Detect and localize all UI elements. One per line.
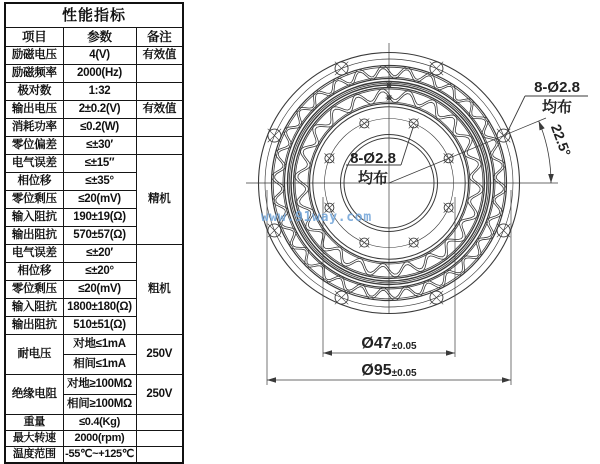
inner-diameter-tolerance: ±0.05 [391, 341, 417, 352]
col-header-remark: 备注 [136, 28, 183, 47]
remark-cell: 精机 [136, 155, 183, 245]
param-cell: 1:32 [63, 83, 136, 101]
item-cell: 相位移 [5, 173, 63, 191]
param-cell: ≤20(mV) [63, 281, 136, 299]
outer-holes-callout-line1: 8-Ø2.8 [534, 79, 580, 96]
remark-cell: 有效值 [136, 47, 183, 65]
item-cell: 输出阻抗 [5, 227, 63, 245]
param-cell: 对地≥100MΩ [63, 375, 136, 395]
col-header-item: 项目 [5, 28, 63, 47]
item-cell: 输入阻抗 [5, 209, 63, 227]
item-cell: 温度范围 [5, 447, 63, 464]
item-cell: 最大转速 [5, 431, 63, 447]
param-cell: 190±19(Ω) [63, 209, 136, 227]
inner-diameter-value: Ø47 [361, 335, 392, 352]
remark-cell: 250V [136, 375, 183, 415]
item-cell: 相位移 [5, 263, 63, 281]
inner-holes-callout-line1: 8-Ø2.8 [350, 150, 396, 167]
param-cell: ≤±20′ [63, 245, 136, 263]
param-cell: 510±51(Ω) [63, 317, 136, 335]
item-cell: 输出电压 [5, 101, 63, 119]
param-cell: 1800±180(Ω) [63, 299, 136, 317]
param-cell: 相间≥100MΩ [63, 395, 136, 415]
outer-holes-callout-line2: 均布 [541, 99, 572, 116]
outer-diameter-tolerance: ±0.05 [391, 368, 417, 379]
inner-holes-callout-line2: 均布 [357, 170, 388, 187]
inner-diameter-dimension [319, 335, 459, 353]
param-cell: 570±57(Ω) [63, 227, 136, 245]
item-cell: 极对数 [5, 83, 63, 101]
col-header-param: 参数 [63, 28, 136, 47]
item-cell: 零位剩压 [5, 281, 63, 299]
param-cell: 4(V) [63, 47, 136, 65]
param-cell: ≤±20° [63, 263, 136, 281]
item-cell: 零位剩压 [5, 191, 63, 209]
item-cell: 励磁频率 [5, 65, 63, 83]
item-cell: 重量 [5, 415, 63, 431]
param-cell: 2000(rpm) [63, 431, 136, 447]
param-cell: ≤20(mV) [63, 191, 136, 209]
item-cell: 零位偏差 [5, 137, 63, 155]
remark-cell: 粗机 [136, 245, 183, 335]
param-cell: 对地≤1mA [63, 335, 136, 355]
item-cell: 消耗功率 [5, 119, 63, 137]
param-cell: ≤±15″ [63, 155, 136, 173]
param-cell: ≤0.2(W) [63, 119, 136, 137]
table-row [5, 447, 183, 464]
param-cell: 相间≤1mA [63, 355, 136, 375]
param-cell: 2±0.2(V) [63, 101, 136, 119]
outer-diameter-value: Ø95 [361, 362, 392, 379]
angle-dimension-label: 22.5° [547, 122, 575, 159]
remark-cell: 250V [136, 335, 183, 375]
table-title: 性能指标 [5, 3, 183, 28]
param-cell: ≤0.4(Kg) [63, 415, 136, 431]
param-cell: 2000(Hz) [63, 65, 136, 83]
item-cell: 输入阻抗 [5, 299, 63, 317]
watermark-text: www.91way.com [261, 210, 372, 225]
outer-diameter-dimension [319, 362, 459, 380]
item-cell: 电气误差 [5, 245, 63, 263]
param-cell: -55℃~+125℃ [63, 447, 136, 464]
item-cell: 输出阻抗 [5, 317, 63, 335]
item-cell: 耐电压 [5, 335, 63, 375]
param-cell: ≤±30′ [63, 137, 136, 155]
item-cell: 电气误差 [5, 155, 63, 173]
param-cell: ≤±35° [63, 173, 136, 191]
item-cell: 励磁电压 [5, 47, 63, 65]
remark-cell: 有效值 [136, 101, 183, 119]
item-cell: 绝缘电阻 [5, 375, 63, 415]
remark-cell [136, 447, 183, 464]
